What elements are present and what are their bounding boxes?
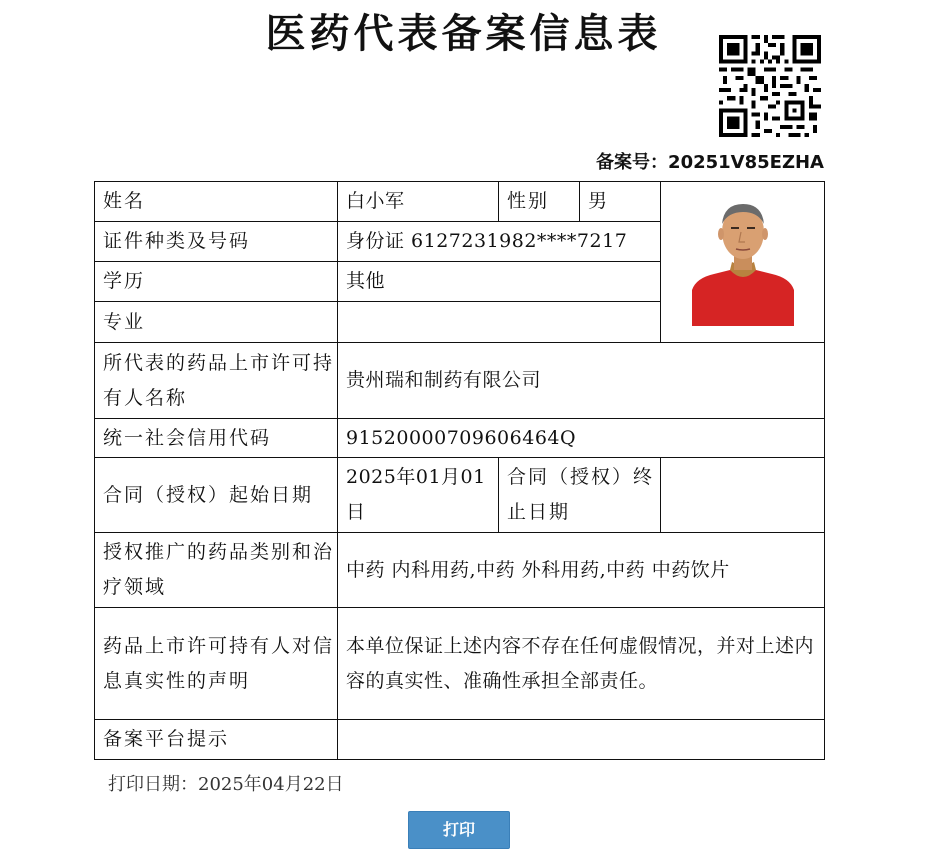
contract-end-label: 合同（授权）终止日期 bbox=[499, 458, 661, 533]
row-holder bbox=[95, 343, 825, 419]
row-category bbox=[95, 533, 825, 608]
id-label: 证件种类及号码 bbox=[95, 222, 338, 262]
education-label: 学历 bbox=[95, 262, 338, 302]
filing-number-value: 20251V85EZHA bbox=[668, 152, 824, 173]
filing-info-table bbox=[94, 181, 825, 760]
category-label: 授权推广的药品类别和治疗领域 bbox=[95, 533, 338, 608]
holder-label: 所代表的药品上市许可持有人名称 bbox=[95, 343, 338, 419]
credit-code-label: 统一社会信用代码 bbox=[95, 419, 338, 458]
gender-value: 男 bbox=[580, 182, 661, 222]
declaration-label: 药品上市许可持有人对信息真实性的声明 bbox=[95, 608, 338, 720]
row-contract bbox=[95, 458, 825, 533]
contract-end-value bbox=[661, 458, 825, 533]
qr-code-icon bbox=[719, 35, 821, 137]
contract-start-value: 2025年01月01日 bbox=[338, 458, 499, 533]
holder-value: 贵州瑞和制药有限公司 bbox=[338, 343, 825, 419]
major-label: 专业 bbox=[95, 302, 338, 343]
category-value: 中药 内科用药,中药 外科用药,中药 中药饮片 bbox=[338, 533, 825, 608]
print-date-value: 2025年04月22日 bbox=[198, 774, 344, 795]
print-button[interactable]: 打印 bbox=[408, 811, 510, 849]
row-platform-tip bbox=[95, 720, 825, 760]
id-value: 身份证 6127231982****7217 bbox=[338, 222, 661, 262]
print-date bbox=[108, 771, 344, 799]
filing-number bbox=[596, 150, 824, 176]
platform-tip-value bbox=[338, 720, 825, 760]
page-title: 医药代表备案信息表 bbox=[265, 10, 662, 57]
declaration-value: 本单位保证上述内容不存在任何虚假情况，并对上述内容的真实性、准确性承担全部责任。 bbox=[338, 608, 825, 720]
contract-start-label: 合同（授权）起始日期 bbox=[95, 458, 338, 533]
education-value: 其他 bbox=[338, 262, 661, 302]
filing-number-label: 备案号： bbox=[596, 152, 669, 173]
credit-code-value: 91520000709606464Q bbox=[338, 419, 825, 458]
row-name bbox=[95, 182, 825, 222]
platform-tip-label: 备案平台提示 bbox=[95, 720, 338, 760]
row-credit-code bbox=[95, 419, 825, 458]
id-photo bbox=[692, 198, 794, 326]
photo-cell bbox=[661, 182, 825, 343]
row-declaration bbox=[95, 608, 825, 720]
name-label: 姓名 bbox=[95, 182, 338, 222]
major-value bbox=[338, 302, 661, 343]
print-date-label: 打印日期： bbox=[108, 774, 198, 795]
gender-label: 性别 bbox=[499, 182, 580, 222]
name-value: 白小军 bbox=[338, 182, 499, 222]
